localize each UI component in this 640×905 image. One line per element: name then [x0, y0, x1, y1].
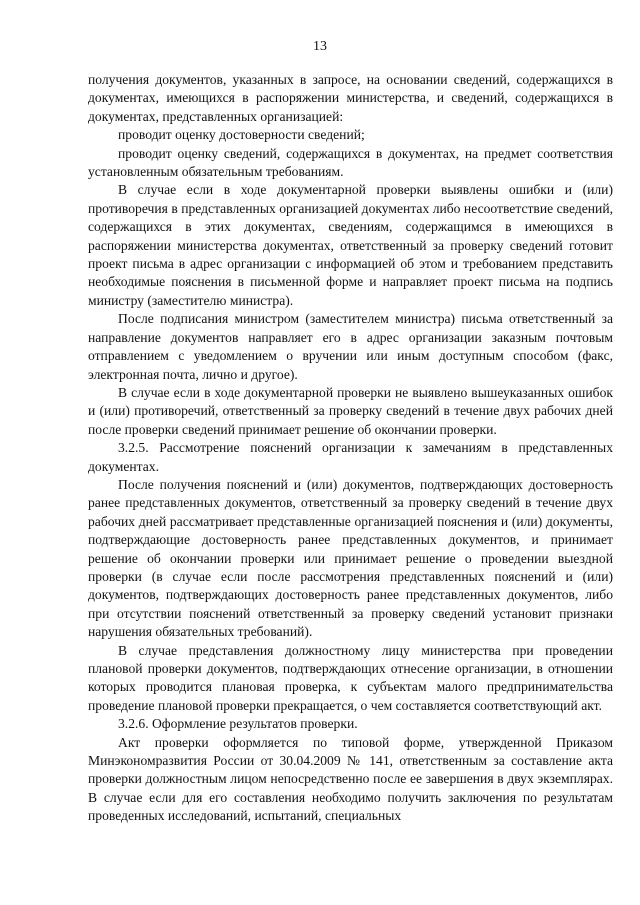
- paragraph: В случае если в ходе документарной проверки не выявлено вышеуказанных ошибок и (или) противоречий, ответственный за проверку сведений в течение двух рабочих дней после проверки сведений принимает решение об окончании проверки.: [88, 384, 613, 437]
- paragraph-continuation: получения документов, указанных в запросе, на основании сведений, содержащихся в документах, имеющихся в распоряжении министерства, и сведений, содержащихся в документах, представленных организацией:: [88, 72, 613, 124]
- paragraph: Акт проверки оформляется по типовой форме, утвержденной Приказом Минэкономразвития России от 30.04.2009 № 141, ответственным за составление акта проверки должностным лицом непосредственно после ее завершения в двух экземплярах. В случае если для его составления необходимо получить заключения по результатам проведенных исследований, испытаний, специальных: [88, 734, 613, 824]
- section-heading-3-2-5: 3.2.5. Рассмотрение пояснений организации к замечаниям в представленных документах.: [88, 440, 613, 474]
- paragraph: В случае представления должностному лицу министерства при проведении плановой проверки документов, подтверждающих отнесение организации, в отношении которых проводится плановая проверка, к субъектам малого предпринимательства проведение плановой проверки прекращается, о чем составляется соответствующий акт.: [88, 642, 613, 713]
- paragraph: После подписания министром (заместителем министра) письма ответственный за направление документов направляет его в адрес организации заказным почтовым отправлением с уведомлением о вручении или иным доступным способом (факс, электронная почта, лично и другое).: [88, 311, 613, 382]
- section-heading-3-2-6: 3.2.6. Оформление результатов проверки.: [118, 716, 358, 732]
- paragraph-list-item: проводит оценку достоверности сведений;: [118, 127, 365, 143]
- page-number: 13: [313, 39, 327, 54]
- paragraph-list-item: проводит оценку сведений, содержащихся в документах, на предмет соответствия установленным обязательным требованиям.: [88, 145, 613, 180]
- paragraph: В случае если в ходе документарной проверки выявлены ошибки и (или) противоречия в представленных организацией документах либо несоответствие сведений, содержащихся в этих документах, сведениям, содержащимся в имеющихся в распоряжении министерства документах, ответственный за проверку сведений готовит проект письма в адрес организации с информацией об этом и требованием представить необходимые пояснения в письменной форме и направляет проект письма на подпись министру (заместителю министра).: [88, 182, 613, 308]
- document-body: [88, 71, 613, 826]
- paragraph: После получения пояснений и (или) документов, подтверждающих достоверность ранее представленных документов, ответственный за проверку сведений в течение двух рабочих дней рассматривает представленные организацией пояснения и (или) документы, подтверждающие достоверность ранее представленных документов, и принимает решение об окончании проверки или принимает решение о проведении выездной проверки (в случае если после рассмотрения представленных пояснений и (или) документов, подтверждающих достоверность ранее представленных документов, либо при отсутствии пояснений ответственный за проверку сведений установит признаки нарушения обязательных требований).: [88, 476, 613, 640]
